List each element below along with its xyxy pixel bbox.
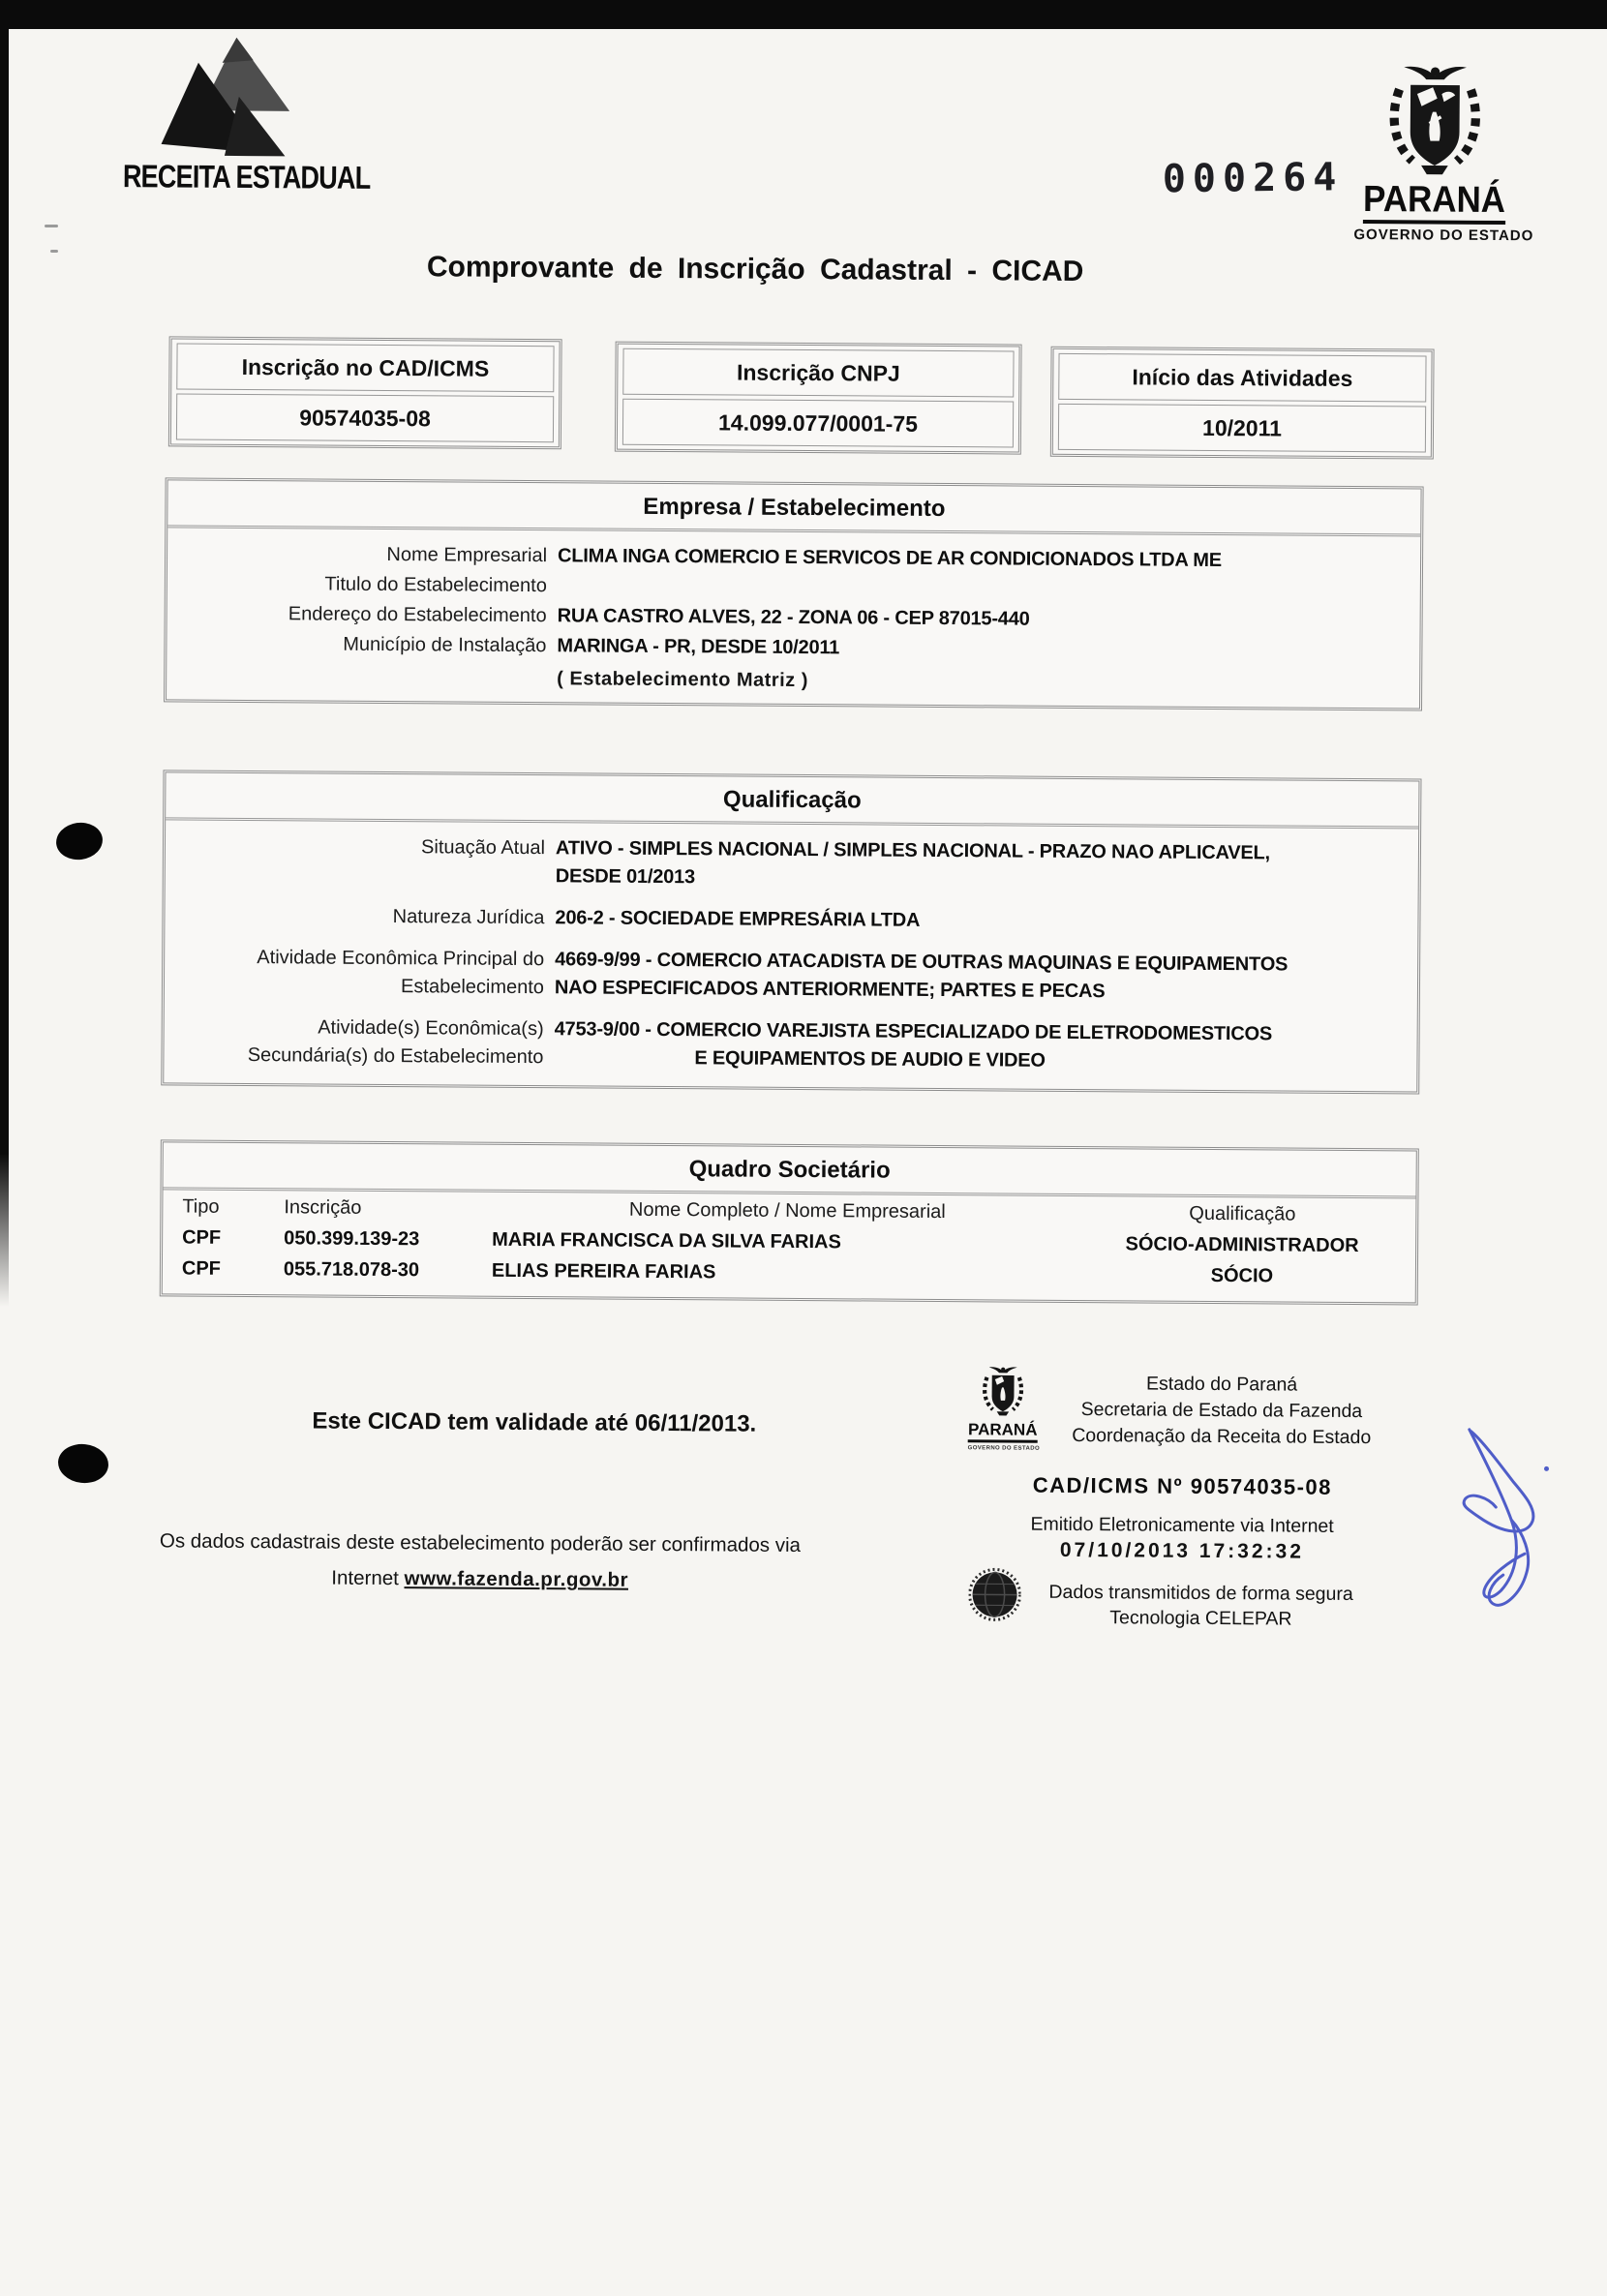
field-value: RUA CASTRO ALVES, 22 - ZONA 06 - CEP 87015-440 — [557, 605, 1030, 630]
cell-tipo: CPF — [181, 1257, 222, 1280]
cell-tipo: CPF — [182, 1226, 222, 1249]
page-title: Comprovante de Inscrição Cadastral - CICAD — [426, 251, 1084, 288]
org-info — [1047, 1371, 1397, 1452]
field-value: ATIVO - SIMPLES NACIONAL / SIMPLES NACIONAL - PRAZO NAO APLICAVEL, DESDE 01/2013 — [555, 837, 1270, 889]
parana-logo — [1353, 60, 1534, 245]
field-label: Natureza Jurídica — [392, 906, 545, 929]
receita-estadual-label: RECEITA ESTADUAL — [122, 158, 371, 196]
section-header: Quadro Societário — [163, 1142, 1415, 1198]
secure-line: Tecnologia CELEPAR — [1109, 1607, 1292, 1630]
cadicms-number: CAD/ICMS Nº 90574035-08 — [1032, 1472, 1333, 1499]
parana-logo-label: PARANÁ — [968, 1421, 1038, 1442]
field-label: Município de Instalação — [343, 633, 547, 657]
field-value: CLIMA INGA COMERCIO E SERVICOS DE AR CONDICIONADOS LTDA ME — [558, 545, 1222, 572]
box-label: Início das Atividades — [1058, 353, 1426, 403]
globe-icon — [968, 1567, 1020, 1626]
matriz-note: ( Estabelecimento Matriz ) — [557, 668, 808, 692]
cell-nome: MARIA FRANCISCA DA SILVA FARIAS — [492, 1228, 841, 1254]
field-label: Endereço do Estabelecimento — [288, 603, 547, 627]
field-label: Titulo do Estabelecimento — [324, 573, 547, 597]
cell-inscricao: 050.399.139-23 — [284, 1227, 420, 1251]
parana-logo-small — [968, 1364, 1039, 1452]
column-header-nome: Nome Completo / Nome Empresarial — [628, 1198, 946, 1224]
table-row — [176, 1227, 1402, 1258]
box-inicio-atividades — [1050, 347, 1435, 460]
section-quadro-societario — [160, 1139, 1419, 1305]
field-value: 4669-9/99 - COMERCIO ATACADISTA DE OUTRAS MAQUINAS E EQUIPAMENTOS NAO ESPECIFICADOS ANTERIORMENTE; PARTES E PECAS — [554, 949, 1289, 1003]
field-label: Atividade Econômica Principal do Estabelecimento — [257, 947, 545, 999]
cell-nome: ELIAS PEREIRA FARIAS — [491, 1259, 716, 1284]
confirmation-line2: Internet www.fazenda.pr.gov.br — [331, 1566, 629, 1591]
column-header-tipo: Tipo — [182, 1195, 220, 1218]
field-label: Atividade(s) Econômica(s) Secundária(s) do Estabelecimento — [247, 1016, 544, 1069]
partners-table — [163, 1190, 1416, 1302]
field-value: MARINGA - PR, DESDE 10/2011 — [557, 635, 840, 659]
section-header: Qualificação — [166, 772, 1418, 829]
cell-qualificacao: SÓCIO-ADMINISTRADOR — [1125, 1233, 1359, 1257]
field-row — [164, 1012, 1403, 1077]
parana-logo-sublabel: GOVERNO DO ESTADO — [967, 1445, 1041, 1452]
parana-logo-label: PARANÁ — [1363, 181, 1505, 225]
parana-logo-sublabel: GOVERNO DO ESTADO — [1353, 226, 1534, 245]
triangles-logo-icon — [98, 34, 379, 160]
box-label: Inscrição CNPJ — [622, 348, 1014, 398]
stamp-number: 000264 — [1162, 155, 1344, 202]
parana-coat-of-arms-icon — [978, 1404, 1028, 1420]
fazenda-url: www.fazenda.pr.gov.br — [404, 1567, 629, 1591]
field-row — [167, 629, 1406, 666]
section-empresa-estabelecimento — [164, 477, 1424, 710]
handwritten-signature — [1431, 1408, 1588, 1627]
cell-inscricao: 055.718.078-30 — [283, 1258, 420, 1282]
field-row — [166, 831, 1405, 896]
box-value: 90574035-08 — [176, 393, 554, 442]
emission-line: Emitido Eletronicamente via Internet — [1030, 1513, 1334, 1537]
secure-transmission-text — [1031, 1580, 1370, 1632]
secure-line: Dados transmitidos de forma segura — [1048, 1581, 1353, 1605]
confirmation-line1: Os dados cadastrais deste estabelecimento poderão ser confirmados via — [159, 1529, 802, 1557]
field-label: Nome Empresarial — [386, 544, 548, 567]
box-value: 10/2011 — [1058, 404, 1426, 453]
box-label: Inscrição no CAD/ICMS — [176, 343, 554, 392]
box-inscricao-cnpj — [615, 342, 1022, 455]
confirmation-text — [98, 1523, 863, 1600]
validity-text: Este CICAD tem validade até 06/11/2013. — [312, 1407, 757, 1437]
field-value: 4753-9/00 - COMERCIO VAREJISTA ESPECIALIZADO DE ELETRODOMESTICOS E EQUIPAMENTOS DE AUDIO E VIDEO — [554, 1018, 1273, 1072]
box-inscricao-cadicms — [168, 336, 562, 449]
cell-qualificacao: SÓCIO — [1210, 1264, 1274, 1287]
field-row — [165, 943, 1404, 1008]
field-label: Situação Atual — [421, 836, 546, 860]
field-value: 206-2 - SOCIEDADE EMPRESÁRIA LTDA — [555, 907, 921, 931]
org-line: Secretaria de Estado da Fazenda — [1080, 1399, 1363, 1423]
org-line: Coordenação da Receita do Estado — [1072, 1424, 1372, 1449]
table-row — [176, 1258, 1402, 1289]
emission-info — [1017, 1514, 1347, 1564]
receita-estadual-logo — [98, 34, 379, 196]
emission-datetime: 07/10/2013 17:32:32 — [1059, 1538, 1304, 1563]
box-value: 14.099.077/0001-75 — [622, 399, 1014, 448]
table-header-row — [176, 1196, 1402, 1227]
section-qualificacao — [161, 770, 1421, 1094]
column-header-qualificacao: Qualificação — [1189, 1202, 1296, 1225]
column-header-inscricao: Inscrição — [284, 1196, 362, 1219]
org-line: Estado do Paraná — [1145, 1373, 1298, 1396]
section-header: Empresa / Estabelecimento — [167, 480, 1420, 536]
